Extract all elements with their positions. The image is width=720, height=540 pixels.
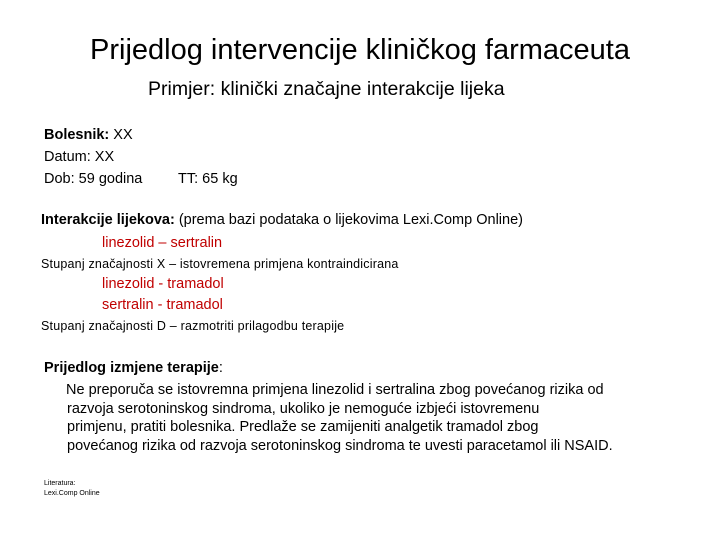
interaction-pair-d-2: sertralin - tramadol: [102, 297, 223, 313]
date-value: XX: [94, 149, 115, 165]
literature-source: Lexi.Comp Online: [44, 490, 100, 497]
weight-label: TT:: [178, 171, 199, 187]
weight-value: 65 kg: [202, 171, 238, 187]
proposal-line: Ne preporuča se istovremna primjena linezolid i sertralina zbog povećanog rizika od: [66, 382, 604, 398]
interaction-pair-d-1: linezolid - tramadol: [102, 276, 224, 292]
proposal-paragraph: [66, 381, 696, 455]
proposal-heading: [44, 360, 223, 376]
literature-label: Literatura:: [44, 480, 76, 487]
proposal-line: primjenu, pratiti bolesnika. Predlaže se zamijeniti analgetik tramadol zbog: [67, 419, 539, 435]
page-title: Prijedlog intervencije kliničkog farmaceuta: [90, 34, 630, 66]
patient-value: XX: [113, 127, 133, 143]
proposal-line: razvoja serotoninskog sindroma, ukoliko je nemoguće izbjeći istovremenu: [67, 400, 540, 417]
date-label: Datum:: [44, 149, 91, 165]
age-value: 59 godina: [78, 171, 143, 187]
subtitle-prefix: Primjer:: [148, 78, 216, 100]
date-row: [44, 149, 114, 165]
proposal-colon: :: [218, 360, 223, 376]
severity-x: Stupanj značajnosti X – istovremena primjena kontraindicirana: [41, 257, 399, 271]
subtitle-main: klinički značajne interakcije lijeka: [220, 78, 505, 100]
patient-row: [44, 127, 133, 143]
interactions-heading: [41, 212, 523, 228]
severity-d: Stupanj značajnosti D – razmotriti prilagodbu terapije: [41, 319, 345, 333]
weight-row: [178, 171, 238, 187]
proposal-label: Prijedlog izmjene terapije: [44, 360, 219, 376]
proposal-line: povećanog rizika od razvoja serotoninskog sindroma te uvesti paracetamol ili NSAID.: [67, 437, 613, 454]
interactions-source: (prema bazi podataka o lijekovima Lexi.Comp Online): [178, 212, 523, 228]
interactions-label: Interakcije lijekova:: [41, 212, 175, 228]
interaction-pair-x: linezolid – sertralin: [102, 235, 223, 251]
patient-label: Bolesnik:: [44, 127, 110, 143]
age-label: Dob:: [44, 171, 75, 187]
subtitle: [148, 78, 505, 101]
age-row: [44, 171, 142, 187]
